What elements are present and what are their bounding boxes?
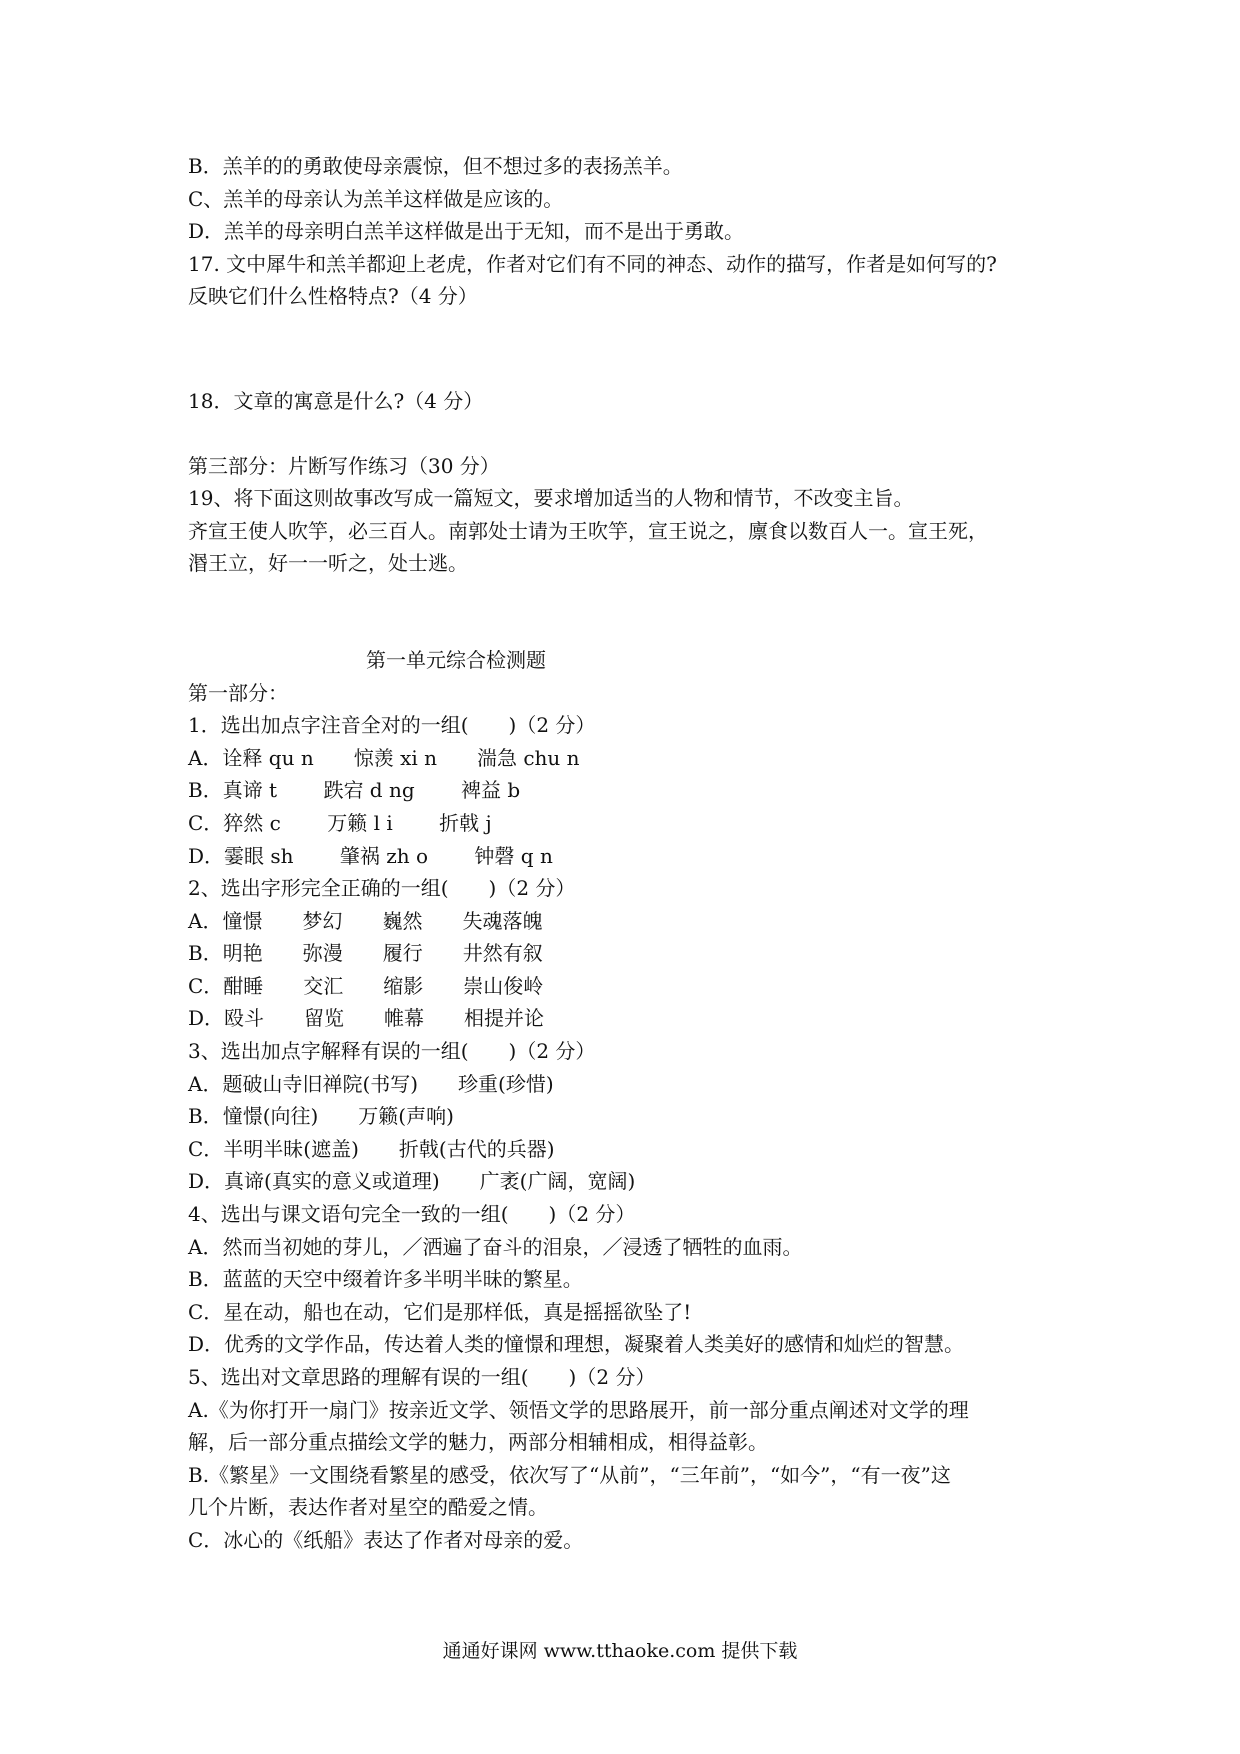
question-line: 解，后一部分重点描绘文学的魅力，两部分相辅相成，相得益彰。 <box>188 1430 768 1455</box>
question-line: D．霎眼 sh 肇祸 zh o 钟磬 q n <box>188 843 553 868</box>
question-line: C．冰心的《纸船》表达了作者对母亲的爱。 <box>188 1527 584 1552</box>
option-d: D．羔羊的母亲明白羔羊这样做是出于无知，而不是出于勇敢。 <box>188 219 745 244</box>
question-line: A.《为你打开一扇门》按亲近文学、领悟文学的思路展开，前一部分重点阐述对文学的理 <box>188 1397 969 1422</box>
part-3-heading: 第三部分：片断写作练习（30 分） <box>188 453 500 478</box>
question-line: A．题破山寺旧禅院(书写) 珍重(珍惜) <box>188 1071 554 1096</box>
answer-space <box>188 418 1068 450</box>
question-18: 18．文章的寓意是什么?（4 分） <box>188 388 484 413</box>
question-line: 3、选出加点字解释有误的一组( )（2 分） <box>188 1039 596 1064</box>
question-line: B.《繁星》一文围绕看繁星的感受，依次写了“从前”，“三年前”，“如今”，“有一夜”这 <box>188 1462 951 1487</box>
question-line: A．诠释 qu n 惊羡 xi n 湍急 chu n <box>188 745 580 770</box>
question-line: C．酣睡 交汇 缩影 崇山俊岭 <box>188 973 544 998</box>
question-line: 2、选出字形完全正确的一组( )（2 分） <box>188 876 576 901</box>
question-line: A．然而当初她的芽儿，／洒遍了奋斗的泪泉，／浸透了牺牲的血雨。 <box>188 1234 803 1259</box>
question-line: C．半明半昧(遮盖) 折戟(古代的兵器) <box>188 1136 555 1161</box>
question-line: B．真谛 t 跌宕 d ng 裨益 b <box>188 778 521 803</box>
section-spacer <box>188 580 1068 644</box>
question-line: C．猝然 c 万籁 l i 折戟 j <box>188 810 492 835</box>
question-line: 1．选出加点字注音全对的一组( )（2 分） <box>188 713 596 738</box>
question-line: D．优秀的文学作品，传达着人类的憧憬和理想，凝聚着人类美好的感情和灿烂的智慧。 <box>188 1332 965 1357</box>
option-c: C、羔羊的母亲认为羔羊这样做是应该的。 <box>188 186 564 211</box>
question-17-line-1: 17. 文中犀牛和羔羊都迎上老虎，作者对它们有不同的神态、动作的描写，作者是如何写的? <box>188 251 997 276</box>
document-page <box>188 150 1068 1557</box>
question-line: D．真谛(真实的意义或道理) 广袤(广阔，宽阔) <box>188 1169 636 1194</box>
question-line: C．星在动，船也在动，它们是那样低，真是摇摇欲坠了! <box>188 1299 692 1324</box>
story-line-1: 齐宣王使人吹竽，必三百人。南郭处士请为王吹竽，宣王说之，廪食以数百人一。宣王死， <box>188 518 988 543</box>
question-line: B．明艳 弥漫 履行 井然有叙 <box>188 941 543 966</box>
question-line: 几个片断，表达作者对星空的酷爱之情。 <box>188 1495 548 1520</box>
answer-space <box>188 313 1068 385</box>
part-1-heading: 第一部分： <box>188 680 288 705</box>
option-b: B．羔羊的的勇敢使母亲震惊，但不想过多的表扬羔羊。 <box>188 154 683 178</box>
question-line: 5、选出对文章思路的理解有误的一组( )（2 分） <box>188 1365 656 1389</box>
page-footer: 通通好课网 www.tthaoke.com 提供下载 <box>442 1640 798 1662</box>
question-line: B．憧憬(向往) 万籁(声响) <box>188 1104 454 1129</box>
question-line: 4、选出与课文语句完全一致的一组( )（2 分） <box>188 1202 636 1227</box>
question-17-line-2: 反映它们什么性格特点?（4 分） <box>188 284 478 309</box>
question-line: B．蓝蓝的天空中缀着许多半明半昧的繁星。 <box>188 1267 583 1292</box>
story-line-2: 湣王立，好一一听之，处士逃。 <box>188 551 468 576</box>
question-line: D．殴斗 留览 帷幕 相提并论 <box>188 1006 545 1031</box>
unit-test-title: 第一单元综合检测题 <box>366 647 546 672</box>
question-19: 19、将下面这则故事改写成一篇短文，要求增加适当的人物和情节，不改变主旨。 <box>188 486 914 511</box>
question-line: A．憧憬 梦幻 巍然 失魂落魄 <box>188 908 543 933</box>
